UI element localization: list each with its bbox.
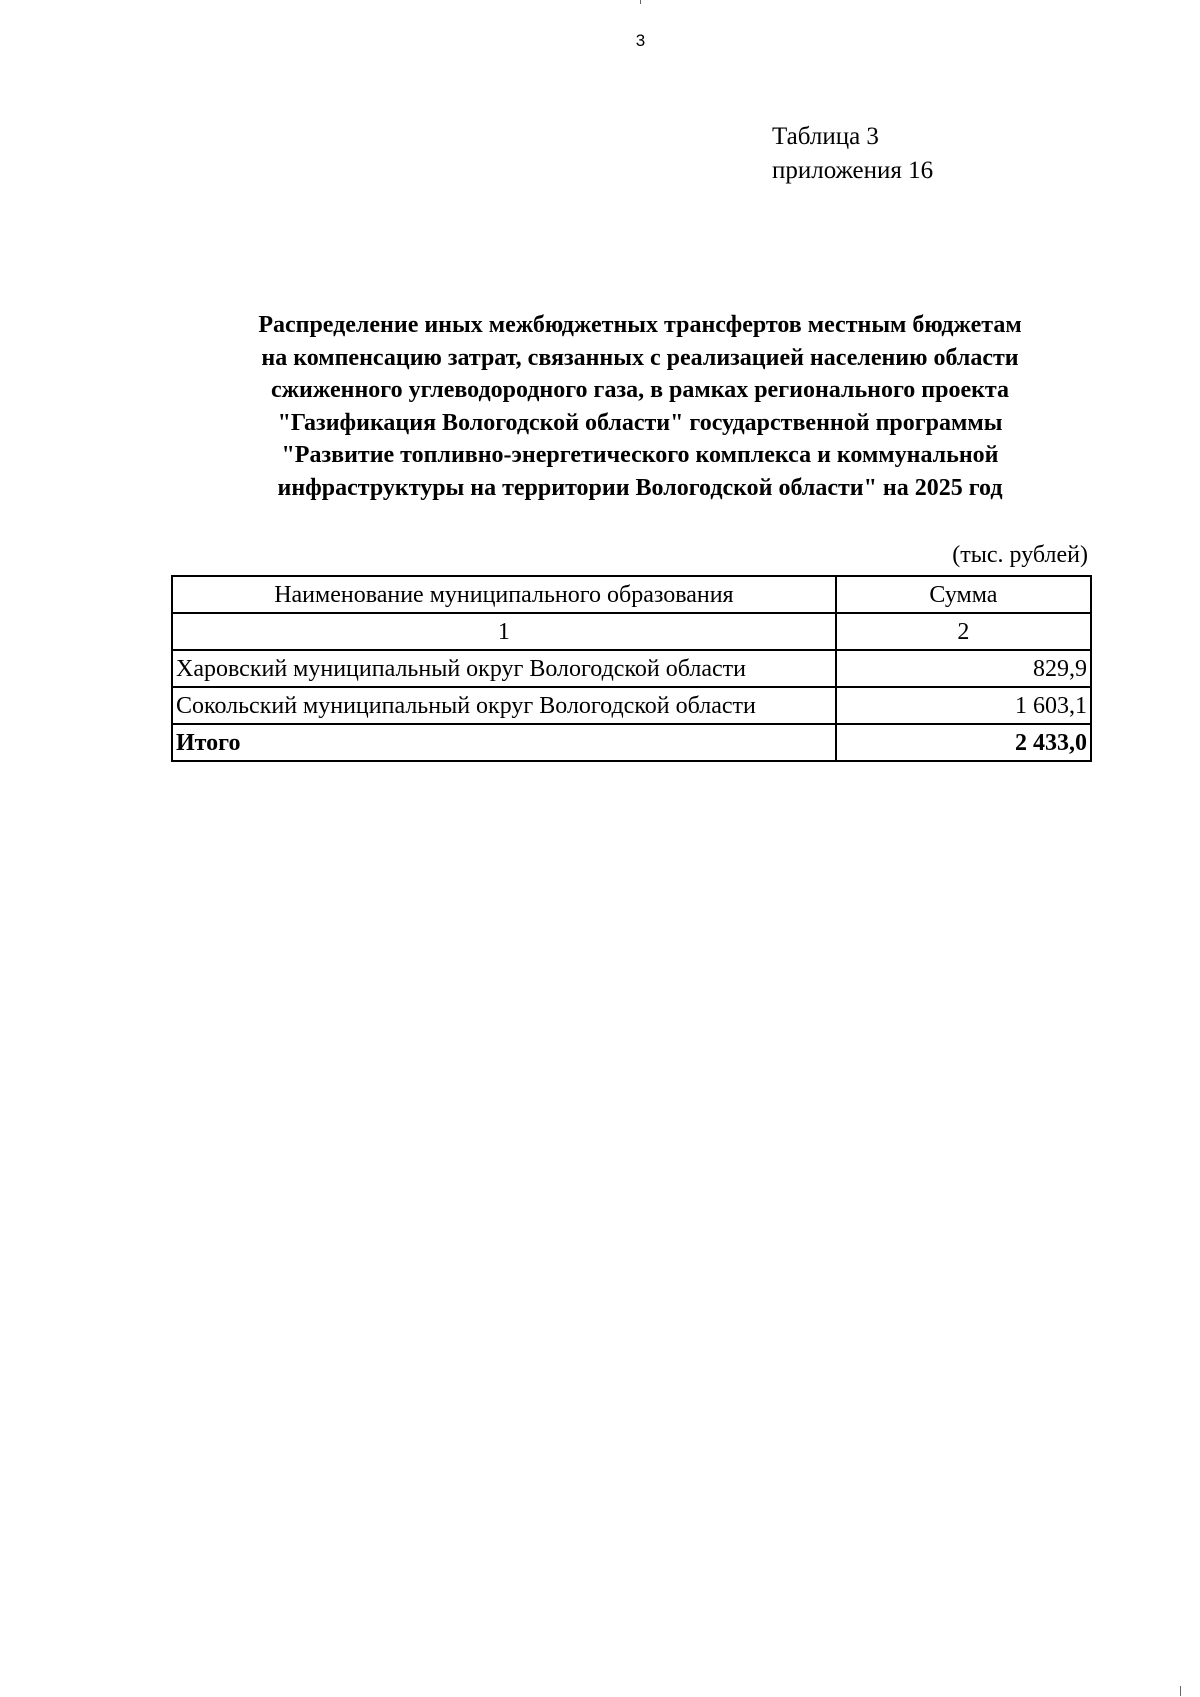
scan-artifact-mark xyxy=(640,0,641,4)
units-note: (тыс. рублей) xyxy=(952,542,1088,568)
total-row xyxy=(172,724,1091,761)
sum-cell: 829,9 xyxy=(836,650,1091,687)
column-numbers-row xyxy=(172,613,1091,650)
municipality-name-cell: Харовский муниципальный округ Вологодской области xyxy=(172,650,836,687)
table-row xyxy=(172,650,1091,687)
transfers-table xyxy=(171,575,1092,762)
title-line: "Газификация Вологодской области" государственной программы xyxy=(277,409,1003,436)
document-title xyxy=(150,309,1130,504)
scan-artifact-mark xyxy=(1180,1686,1181,1696)
title-line: сжиженного углеводородного газа, в рамках регионального проекта xyxy=(271,377,1009,403)
table-caption xyxy=(772,120,933,188)
total-sum-cell: 2 433,0 xyxy=(836,724,1091,761)
municipality-name-cell: Сокольский муниципальный округ Вологодской области xyxy=(172,687,836,724)
caption-appendix: приложения 16 xyxy=(772,157,934,184)
total-label-cell: Итого xyxy=(172,724,836,761)
column-number-cell: 2 xyxy=(836,613,1091,650)
title-line: инфраструктуры на территории Вологодской области" на 2025 год xyxy=(277,474,1003,501)
title-line: "Развитие топливно-энергетического комплекса и коммунальной xyxy=(281,442,999,468)
sum-cell: 1 603,1 xyxy=(836,687,1091,724)
header-name-cell: Наименование муниципального образования xyxy=(172,576,836,613)
header-sum-cell: Сумма xyxy=(836,576,1091,613)
header-row xyxy=(172,576,1091,613)
page-number: 3 xyxy=(635,31,646,50)
column-number-cell: 1 xyxy=(172,613,836,650)
table-row xyxy=(172,687,1091,724)
title-line: Распределение иных межбюджетных трансфертов местным бюджетам xyxy=(258,312,1022,338)
title-line: на компенсацию затрат, связанных с реализацией населению области xyxy=(261,344,1019,371)
caption-table-number: Таблица 3 xyxy=(772,123,879,150)
